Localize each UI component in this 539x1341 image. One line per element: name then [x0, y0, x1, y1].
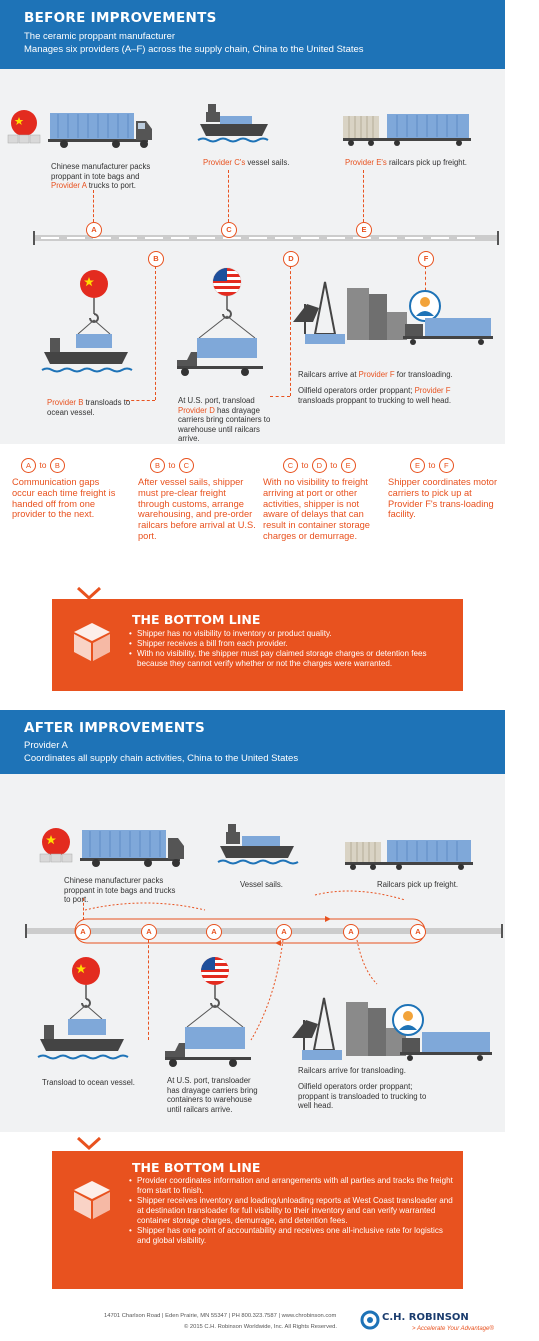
after-us-port-icon — [163, 955, 253, 1067]
footer-copyright: © 2015 C.H. Robinson Worldwide, Inc. All Rights Reserved. — [184, 1324, 338, 1330]
badge-e: E — [356, 222, 372, 238]
after-vessel-icon — [218, 820, 298, 872]
after-badge-1: A — [75, 924, 91, 940]
connector-a — [93, 190, 94, 222]
after-badge-5: A — [343, 924, 359, 940]
after-bottom-list — [128, 1176, 454, 1246]
after-bottom-item: • Shipper has one point of accountability and receives one all-inclusive rate for logistics and global visibility. — [128, 1226, 454, 1246]
after-railcar-icon — [345, 836, 475, 872]
before-bottom-item: • Shipper receives a bill from each provider. — [128, 639, 458, 649]
badge-d: D — [283, 251, 299, 267]
before-transload-ship-icon — [42, 262, 132, 392]
after-subtitle-1: Provider A — [24, 740, 68, 751]
before-title: BEFORE IMPROVEMENTS — [24, 10, 217, 26]
after-bottom-title: THE BOTTOM LINE — [132, 1160, 261, 1175]
badge-b: B — [148, 251, 164, 267]
before-caption-truck: Chinese manufacturer packs proppant in tote bags and Provider A trucks to port. — [51, 162, 151, 191]
connector-c — [228, 170, 229, 222]
chevron-down-icon — [76, 586, 102, 600]
after-header — [0, 710, 505, 774]
after-oilfield-icon — [284, 988, 494, 1068]
after-subtitle-2: Coordinates all supply chain activities, China to the United States — [24, 753, 299, 764]
after-badge-6: A — [410, 924, 426, 940]
note-b-c: After vessel sails, shipper must pre-clear freight through customs, arrange warehousing, and pre-order railcars before arrival at U.S. port. — [138, 477, 256, 541]
before-bottom-line — [52, 599, 463, 691]
after-caption-oilfield: Oilfield operators order proppant; proppant is transloaded to trucking to well head. — [298, 1082, 427, 1111]
after-connector-5 — [355, 938, 385, 988]
after-caption-railcars: Railcars pick up freight. — [377, 880, 459, 889]
after-connector-1 — [83, 898, 84, 920]
connector-e — [363, 170, 364, 222]
before-header — [0, 0, 505, 69]
before-subtitle-2: Manages six providers (A–F) across the supply chain, China to the United States — [24, 44, 364, 55]
after-caption-truck: Chinese manufacturer packs proppant in tote bags and trucks to port. — [64, 876, 176, 905]
after-caption-railcars-arrive: Railcars arrive for transloading. — [298, 1066, 406, 1075]
note-header-c-d-e: C to D to E — [282, 458, 357, 473]
after-bottom-line — [52, 1151, 463, 1289]
after-badge-3: A — [206, 924, 222, 940]
box-icon-2 — [70, 1177, 114, 1221]
footer-address: 14701 Charlson Road | Eden Prairie, MN 55347 | PH 800.323.7587 | www.chrobinson.com — [104, 1313, 337, 1319]
before-vessel-icon — [198, 100, 273, 150]
note-header-e-f: E to F — [409, 458, 455, 473]
note-a-b: Communication gaps occur each time freight is handed off from one provider to the next. — [12, 477, 116, 520]
after-transload-ship-icon — [38, 955, 128, 1075]
after-badge-2: A — [141, 924, 157, 940]
before-caption-railcars-arrive: Railcars arrive at Provider F for transloading. — [298, 370, 453, 379]
before-bottom-list — [128, 629, 458, 669]
after-bottom-item: • Provider coordinates information and arrangements with all parties and tracks the freight from start to finish. — [128, 1176, 454, 1196]
note-c-d-e: With no visibility to freight arriving at port or other activities, shipper is not aware of delays that can result in container storage charges or demurrage. — [263, 477, 370, 541]
after-badge-4: A — [276, 924, 292, 940]
before-bottom-title: THE BOTTOM LINE — [132, 612, 261, 627]
before-subtitle-1: The ceramic proppant manufacturer — [24, 31, 176, 42]
before-timeline — [33, 229, 503, 249]
after-title: AFTER IMPROVEMENTS — [24, 720, 206, 736]
badge-a: A — [86, 222, 102, 238]
before-bottom-item: • Shipper has no visibility to inventory or product quality. — [128, 629, 458, 639]
before-railcar-icon — [343, 110, 473, 148]
before-caption-railcars: Provider E's railcars pick up freight. — [345, 158, 467, 167]
connector-b — [155, 266, 156, 400]
before-us-port-icon — [175, 262, 270, 382]
after-truck-icon — [38, 824, 188, 870]
brand-tagline: > Accelerate Your Advantage® — [412, 1326, 494, 1332]
brand-name: C.H. ROBINSON — [382, 1312, 469, 1323]
note-header-b-c: B to C — [149, 458, 195, 473]
before-caption-oilfield: Oilfield operators order proppant; Provider F transloads proppant to trucking to well head. — [298, 386, 451, 405]
before-caption-vessel: Provider C's vessel sails. — [203, 158, 290, 167]
after-caption-transload: Transload to ocean vessel. — [42, 1078, 135, 1087]
after-caption-vessel: Vessel sails. — [240, 880, 283, 889]
before-bottom-item: • With no visibility, the shipper must pay claimed storage charges or detention fees because they cannot verify whether or not the charges were warranted. — [128, 649, 458, 669]
badge-c: C — [221, 222, 237, 238]
chr-logo-icon — [360, 1310, 380, 1330]
before-caption-us-port: At U.S. port, transload Provider D has drayage carriers bring containers to warehouse until railcars arrive. — [178, 396, 271, 444]
after-connector-2 — [148, 940, 149, 1040]
box-icon — [70, 619, 114, 663]
note-e-f: Shipper coordinates motor carriers to pick up at Provider F's trans-loading facility. — [388, 477, 498, 520]
before-truck-icon — [6, 105, 156, 151]
badge-f: F — [418, 251, 434, 267]
after-bottom-item: • Shipper receives inventory and loading/unloading reports at West Coast transloader and at destination transloader for full visibility to their inventory and can verify warranted container storage charges, demurrage, and detention fees. — [128, 1196, 454, 1226]
before-caption-transload: Provider B transloads to ocean vessel. — [47, 398, 131, 417]
chevron-down-icon-2 — [76, 1136, 102, 1150]
before-oilfield-icon — [285, 272, 495, 352]
note-header-a-b: A to B — [20, 458, 66, 473]
after-caption-us-port: At U.S. port, transloader has drayage carriers bring containers to warehouse until railcars arrive. — [167, 1076, 258, 1114]
